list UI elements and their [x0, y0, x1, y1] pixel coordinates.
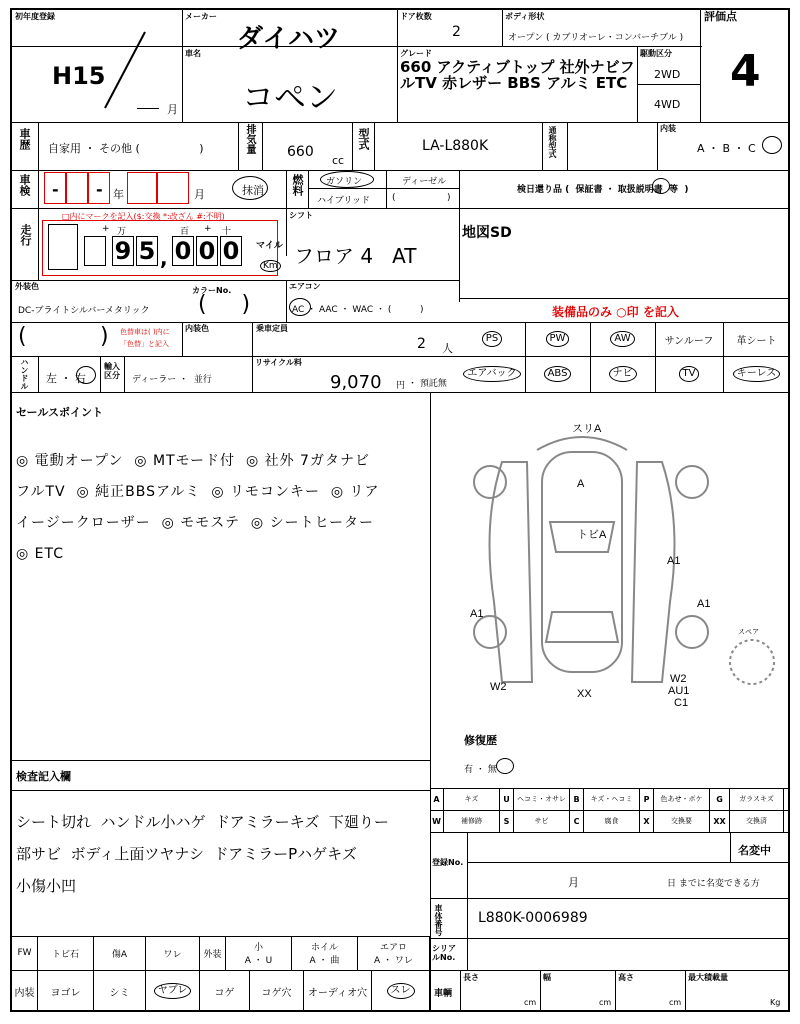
expired-circle-mark [232, 176, 268, 200]
dash-2: - [96, 180, 103, 199]
mileage-comma: , [160, 246, 168, 270]
interior-row [12, 970, 430, 1012]
dims-height-unit: cm [669, 998, 682, 1007]
handle-circle-mark [76, 366, 96, 384]
score-label: 評価点 [704, 10, 737, 23]
color-no-parens: ( ) [198, 292, 251, 317]
dims-height: 高さ [618, 973, 634, 982]
repair-value: 有 ・ 無 [464, 765, 497, 775]
paren-left: ( [18, 324, 27, 349]
maker-label: メーカー [185, 12, 217, 21]
legend-meaning: 色あせ・ボケ [654, 788, 710, 810]
auction-sheet [10, 8, 790, 1012]
legend-code: XX [710, 810, 730, 832]
chassis-label: 車体番号 [434, 904, 443, 936]
sales-line-3: イージークローザー ◎ モモステ ◎ シートヒーター [16, 515, 375, 531]
interior-row-cell[interactable] [146, 970, 200, 1012]
diagram-label-roof: A [577, 478, 585, 490]
equip-navi[interactable] [590, 356, 655, 392]
mileage-label: 走行 [19, 224, 32, 246]
mileage-note: □内にマークを記入($:交換 *:改ざん #:不明) [62, 212, 225, 221]
fw-row-text: エアロ [379, 943, 407, 953]
serial-label: シリアルNo. [432, 944, 456, 962]
equip-pw[interactable] [525, 322, 590, 356]
fw-row-text: A ・ U [244, 956, 273, 966]
diagram-label-spoiler: スリA [572, 423, 602, 435]
color-no-label: カラーNo. [192, 286, 232, 295]
equip-keyless[interactable] [723, 356, 790, 392]
inspection-note-line-2: 部サビ ボディ上面ツヤナシ ドアミラーPハゲキズ [16, 845, 357, 863]
mile-label: マイル [256, 241, 283, 251]
fuel-diesel: ディーゼル [402, 177, 447, 187]
interior-row-cell[interactable]: オーディオ穴 [304, 970, 372, 1012]
equip-airbag-label: エアバック [463, 366, 520, 382]
type-value: LA-L880K [422, 138, 489, 154]
mileage-digit-4[interactable]: 0 [172, 236, 194, 266]
interior-label: 内装 [660, 124, 676, 133]
mileage-digit-lead[interactable] [48, 224, 78, 270]
dims-length: 長さ [463, 973, 479, 982]
diagram-label-hood: トビA [577, 529, 607, 541]
legend-code: C [570, 810, 584, 832]
displacement-label: 排気量 [244, 124, 255, 154]
diagram-label-right-front-1: W2 [670, 673, 687, 685]
legend-code: S [500, 810, 514, 832]
reg-label: 登録No. [432, 858, 464, 867]
mileage-digit-5[interactable]: 0 [196, 236, 218, 266]
inspection-month-unit: 月 [194, 188, 205, 201]
grade-value: 660 アクティブトップ 社外ナビフルTV 赤レザー BBS アルミ ETC [400, 58, 635, 92]
legend-code: P [640, 788, 654, 810]
inspection-expired: 抹消 [242, 184, 264, 197]
fw-row-text: A ・ 曲 [309, 956, 340, 966]
fuel-label: 燃料 [291, 174, 304, 196]
handle-label: ハンドル [20, 358, 29, 390]
fuel-other: ( ) [392, 193, 451, 203]
recycle-unit: 円 [396, 381, 406, 391]
diagram-label-left-rear: A1 [470, 608, 484, 620]
body-value: オープン ( カブリオーレ・コンバーチブル ) [508, 33, 684, 43]
inspection-notes-title: 検査記入欄 [16, 770, 71, 783]
equip-keyless-label: キーレス [733, 366, 781, 382]
fw-row-text: A ・ ワレ [374, 956, 413, 966]
equip-aw[interactable] [590, 322, 655, 356]
first-reg-label: 初年度登録 [15, 12, 55, 21]
fw-row-text: 小 [253, 943, 263, 953]
fw-row-cell[interactable] [146, 936, 200, 970]
reg-month-unit: 月 [568, 876, 579, 889]
month-dash [137, 108, 159, 109]
chassis-value: L880K-0006989 [478, 910, 588, 926]
history-label: 車歴 [18, 128, 31, 150]
legend-code: A [430, 788, 444, 810]
dims-width-unit: cm [599, 998, 612, 1007]
ext-color-label: 外装色 [15, 282, 39, 291]
fw-row-cell[interactable] [94, 936, 146, 970]
dims-length-unit: cm [524, 998, 537, 1007]
legend-meaning: キズ [444, 788, 500, 810]
inspection-month-box-1[interactable] [127, 172, 157, 204]
capacity-unit: 人 [442, 342, 453, 355]
fw-row-text: ワレ [163, 949, 182, 960]
fw-row-cell[interactable] [358, 936, 430, 970]
equip-title: 装備品のみ ○印 を記入 [552, 305, 679, 319]
car-name-value: コペン [242, 78, 339, 116]
first-reg-month-unit: 月 [167, 103, 178, 116]
equip-leather[interactable] [723, 322, 790, 356]
mileage-digit-3[interactable]: 5 [136, 236, 158, 266]
fuel-hybrid: ハイブリッド [317, 196, 371, 206]
fw-row-text: ホイル [310, 943, 338, 953]
inspection-year-box-2[interactable] [66, 172, 88, 204]
legend-code: W [430, 810, 444, 832]
plus-mark-1: + [102, 224, 110, 234]
fw-row-cell[interactable] [200, 936, 226, 970]
interior-circle-mark [762, 136, 782, 154]
grade-label: グレード [400, 49, 432, 58]
equip-pw-label: PW [546, 331, 570, 347]
dims-maxload-unit: Kg [770, 998, 781, 1007]
sales-line-1: ◎ 電動オープン ◎ MTモード付 ◎ 社外 7ガタナビ [16, 453, 370, 469]
inspection-note-line-3: 小傷小凹 [16, 877, 77, 895]
legend-meaning: 交換要 [654, 810, 710, 832]
ac-label: エアコン [289, 282, 321, 291]
diagram-label-right-door: A1 [667, 555, 681, 567]
equip-tv[interactable] [655, 356, 723, 392]
fw-row-text: FW [17, 948, 32, 958]
docs-circle-mark [652, 178, 670, 194]
interior-row-cell[interactable]: シミ [94, 970, 146, 1012]
ac-value: AC ・ AAC ・ WAC ・ ( ) [292, 305, 424, 315]
dims-label: 車輌 [434, 989, 453, 999]
legend-code: G [710, 788, 730, 810]
interior-row-cell[interactable]: コゲ穴 [250, 970, 304, 1012]
nav-value: 地図SD [462, 225, 512, 241]
displacement-unit: cc [332, 154, 345, 167]
displacement-value: 660 [287, 144, 314, 160]
legend-code: B [570, 788, 584, 810]
common-type-label: 通称型式 [548, 126, 557, 158]
diagram-label-left-bumper: W2 [490, 681, 507, 693]
equip-tv-label: TV [679, 366, 700, 382]
sales-line-2: フルTV ◎ 純正BBSアルミ ◎ リモコンキー ◎ リア [16, 484, 380, 500]
ac-circle-mark [289, 298, 311, 316]
diagram-label-front: XX [577, 688, 592, 700]
sales-title: セールスポイント [16, 406, 104, 419]
unit-hyaku: 百 [180, 227, 190, 237]
plus-mark-2: + [204, 224, 212, 234]
color-change-note: 色替車は( )内に「色替」と記入 [120, 328, 170, 348]
legend-meaning: キズ・ヘコミ [584, 788, 640, 810]
paren-right: ) [100, 324, 109, 349]
repair-label: 修復歴 [464, 734, 497, 747]
legend-meaning: サビ [514, 810, 570, 832]
type-label: 型式 [357, 128, 370, 150]
sales-lines [16, 446, 426, 570]
equip-leather-label: 革シート [736, 335, 777, 347]
legend-meaning: 腐食 [584, 810, 640, 832]
interior-row-circled: ヤブレ [154, 983, 192, 999]
legend-meaning: 補修跡 [444, 810, 500, 832]
fw-row-text: 傷A [111, 949, 128, 960]
fw-row [12, 936, 430, 970]
reg-day-text: 日 までに名変できる方 [667, 879, 760, 889]
history-value: 自家用 ・ その他 ( ) [48, 142, 204, 155]
body-label: ボディ形状 [505, 12, 545, 21]
inspection-notes-lines [16, 806, 428, 902]
recycle-value: 9,070 [330, 372, 382, 393]
sales-line-4: ◎ ETC [16, 546, 65, 562]
equip-ps[interactable] [459, 322, 525, 356]
interior-row-cell[interactable] [372, 970, 430, 1012]
equip-airbag[interactable] [459, 356, 525, 392]
inspection-year-unit: 年 [113, 188, 124, 201]
equip-abs[interactable] [525, 356, 590, 392]
import-value: ディーラー ・ 並行 [132, 375, 212, 385]
int-color-label: 内装色 [185, 324, 209, 333]
docs-included: 検日還り品 ( 保証書 ・ 取扱説明書 等 ) [517, 185, 689, 195]
fuel-gas: ガソリン [326, 177, 363, 187]
mileage-digit-6[interactable]: 0 [220, 236, 242, 266]
doors-value: 2 [452, 24, 461, 40]
fw-row-cell[interactable] [38, 936, 94, 970]
dims-width: 幅 [543, 973, 551, 982]
equip-aw-label: AW [610, 331, 634, 347]
fw-row-text: 外装 [203, 949, 222, 960]
shift-label: シフト [289, 211, 313, 220]
import-label: 輸入区分 [104, 362, 120, 380]
ext-color-value: DC-ブライトシルバーメタリック [18, 306, 150, 316]
equip-ps-label: PS [482, 331, 502, 347]
inspection-month-box-2[interactable] [157, 172, 189, 204]
equip-navi-label: ナビ [609, 366, 637, 382]
interior-row-circled: スレ [387, 983, 415, 999]
name-change: 名変中 [738, 844, 771, 857]
drive-label: 駆動区分 [640, 49, 672, 58]
diagram-label-right-front-2: AU1 [668, 685, 690, 697]
car-damage-diagram [442, 402, 787, 722]
score-value: 4 [730, 46, 761, 97]
legend-meaning: ヘコミ・オサレ [514, 788, 570, 810]
damage-legend [430, 788, 790, 832]
legend-meaning: ガラスキズ [730, 788, 784, 810]
repair-circle-mark [496, 758, 514, 774]
doors-label: ドア枚数 [400, 12, 432, 21]
maker-value: ダイハツ [237, 24, 340, 54]
capacity-value: 2 [417, 336, 426, 352]
diagram-label-spare: スペア [738, 629, 759, 636]
legend-code: U [500, 788, 514, 810]
mileage-digit-1[interactable] [84, 236, 106, 266]
inspection-label: 車検 [18, 174, 31, 196]
fw-row-text: トビ石 [51, 949, 79, 960]
fw-row-cell[interactable] [226, 936, 292, 970]
recycle-note: ・ 預託無 [408, 379, 447, 389]
dims-maxload: 最大積載量 [688, 973, 728, 982]
drive-2wd: 2WD [654, 68, 681, 81]
diagram-label-right-rear: A1 [697, 598, 711, 610]
interior-grade: A ・ B ・ C [697, 142, 756, 155]
diagram-label-right-front-3: C1 [674, 697, 689, 709]
dash-1: - [52, 180, 59, 199]
km-label: Km [260, 260, 281, 272]
interior-row-cell[interactable]: 内装 [12, 970, 38, 1012]
equip-abs-label: ABS [544, 366, 572, 382]
year-slash [100, 30, 150, 110]
recycle-label: リサイクル料 [255, 358, 302, 367]
legend-meaning: 交換済 [730, 810, 784, 832]
handle-value: 左 ・ 右 [46, 372, 86, 385]
unit-man: 万 [117, 227, 127, 237]
fw-row-cell[interactable] [292, 936, 358, 970]
legend-code: X [640, 810, 654, 832]
capacity-label: 乗車定員 [256, 324, 288, 333]
mileage-digit-2[interactable]: 9 [112, 236, 134, 266]
drive-4wd: 4WD [654, 98, 681, 111]
car-name-label: 車名 [185, 49, 201, 58]
inspection-note-line-1: シート切れ ハンドル小ハゲ ドアミラーキズ 下廻りー [16, 813, 389, 831]
equip-sunroof[interactable] [655, 322, 723, 356]
interior-row-cell[interactable]: ヨゴレ [38, 970, 94, 1012]
fuel-circle-mark [320, 171, 374, 188]
equip-sunroof-label: サンルーフ [664, 335, 714, 347]
interior-row-cell[interactable]: コゲ [200, 970, 250, 1012]
first-reg-year: H15 [52, 62, 106, 90]
fw-row-cell[interactable] [12, 936, 38, 970]
shift-value: フロア 4 AT [294, 244, 417, 268]
unit-juu: 十 [222, 227, 232, 237]
